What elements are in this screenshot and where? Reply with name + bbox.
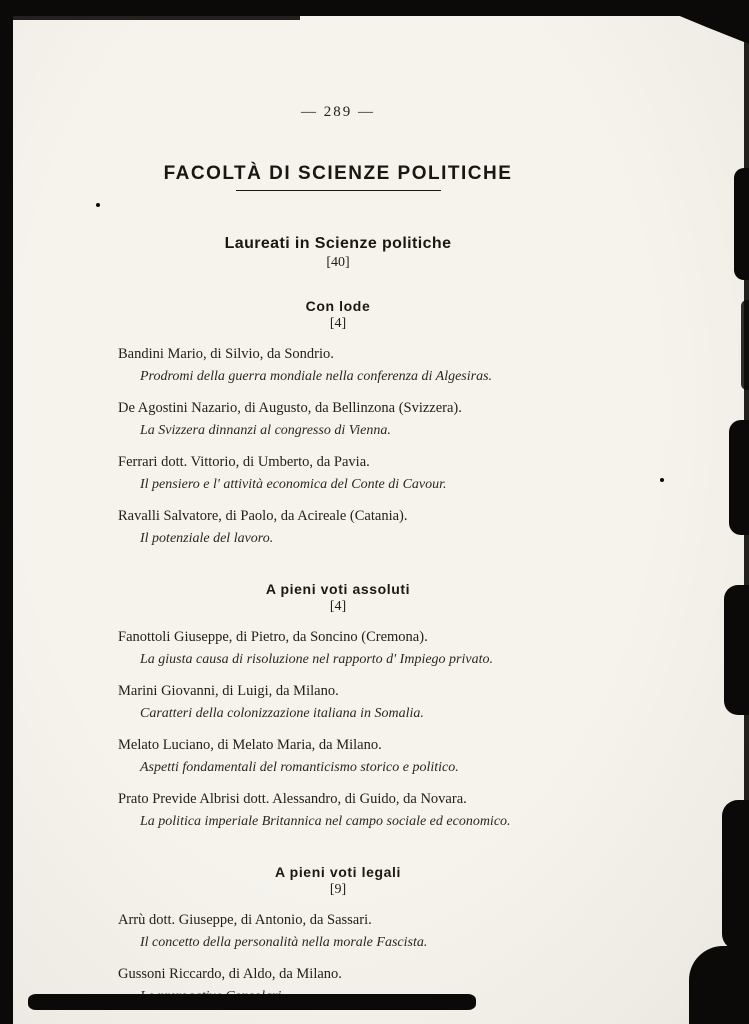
graduate-name: Gussoni Riccardo, di Aldo, da Milano.	[118, 966, 342, 982]
thesis-title: La giusta causa di risoluzione nel rapporto d' Impiego privato.	[140, 652, 493, 667]
graduate-name: Arrù dott. Giuseppe, di Antonio, da Sassari.	[118, 912, 372, 928]
scan-artifact-top-bar	[0, 0, 749, 16]
ink-speck	[96, 203, 100, 207]
page-content	[118, 100, 558, 1006]
graduate-entry	[118, 911, 558, 952]
thesis-title: Aspetti fondamentali del romanticismo storico e politico.	[140, 760, 459, 775]
thesis-title: La politica imperiale Britannica nel campo sociale ed economico.	[140, 814, 511, 829]
entry-list	[118, 345, 558, 548]
scan-artifact-right-blob	[724, 585, 749, 715]
thesis-title: Il potenziale del lavoro.	[140, 531, 274, 546]
scan-artifact-bottom-right	[689, 946, 749, 1024]
section-count: [4]	[329, 599, 347, 614]
section-count: [4]	[329, 316, 347, 331]
scan-artifact-left-edge	[0, 0, 13, 1024]
thesis-title: Caratteri della colonizzazione italiana in Somalia.	[140, 706, 424, 721]
thesis-title: La Svizzera dinnanzi al congresso di Vienna.	[140, 423, 391, 438]
section-con-lode	[118, 298, 558, 548]
graduate-entry	[118, 399, 558, 440]
scan-artifact-bottom-bar	[28, 994, 476, 1010]
graduate-name: Bandini Mario, di Silvio, da Sondrio.	[118, 346, 334, 362]
section-heading: A pieni voti assoluti	[265, 581, 411, 597]
graduate-name: Marini Giovanni, di Luigi, da Milano.	[118, 683, 339, 699]
graduate-name: Fanottoli Giuseppe, di Pietro, da Soncino (Cremona).	[118, 629, 428, 645]
graduate-name: Ravalli Salvatore, di Paolo, da Acireale (Catania).	[118, 508, 408, 524]
graduate-entry	[118, 736, 558, 777]
scan-artifact-top-fragment	[0, 16, 300, 20]
thesis-title: Prodromi della guerra mondiale nella conferenza di Algesiras.	[140, 369, 493, 384]
graduate-name: De Agostini Nazario, di Augusto, da Bellinzona (Svizzera).	[118, 400, 462, 416]
scan-artifact-right-blob	[722, 800, 749, 950]
graduate-name: Melato Luciano, di Melato Maria, da Milano.	[118, 737, 382, 753]
section-count: [9]	[329, 882, 347, 897]
graduate-entry	[118, 628, 558, 669]
section-pieni-voti-assoluti	[118, 581, 558, 831]
scan-artifact-right-blob	[729, 420, 749, 535]
graduate-entry	[118, 507, 558, 548]
graduate-entry	[118, 790, 558, 831]
section-heading: Con lode	[305, 298, 371, 314]
graduate-entry	[118, 682, 558, 723]
graduate-name: Ferrari dott. Vittorio, di Umberto, da Pavia.	[118, 454, 370, 470]
page-title: FACOLTÀ DI SCIENZE POLITICHE	[163, 163, 513, 184]
scan-artifact-top-right	[671, 0, 749, 44]
entry-list	[118, 911, 558, 1006]
title-rule	[236, 190, 441, 191]
scan-artifact-right-blob	[741, 300, 749, 390]
thesis-title: Il concetto della personalità nella morale Fascista.	[140, 935, 428, 950]
list-count: [40]	[326, 255, 350, 270]
section-heading: A pieni voti legali	[274, 864, 401, 880]
thesis-title: Il pensiero e l' attività economica del Conte di Cavour.	[140, 477, 447, 492]
page-number: — 289 —	[301, 104, 375, 120]
graduate-entry	[118, 345, 558, 386]
graduate-name: Prato Previde Albrisi dott. Alessandro, di Guido, da Novara.	[118, 791, 467, 807]
scan-artifact-right-blob	[734, 168, 749, 280]
entry-list	[118, 628, 558, 831]
ink-speck	[660, 478, 664, 482]
graduate-entry	[118, 453, 558, 494]
section-pieni-voti-legali	[118, 864, 558, 1006]
list-title: Laureati in Scienze politiche	[224, 235, 452, 252]
